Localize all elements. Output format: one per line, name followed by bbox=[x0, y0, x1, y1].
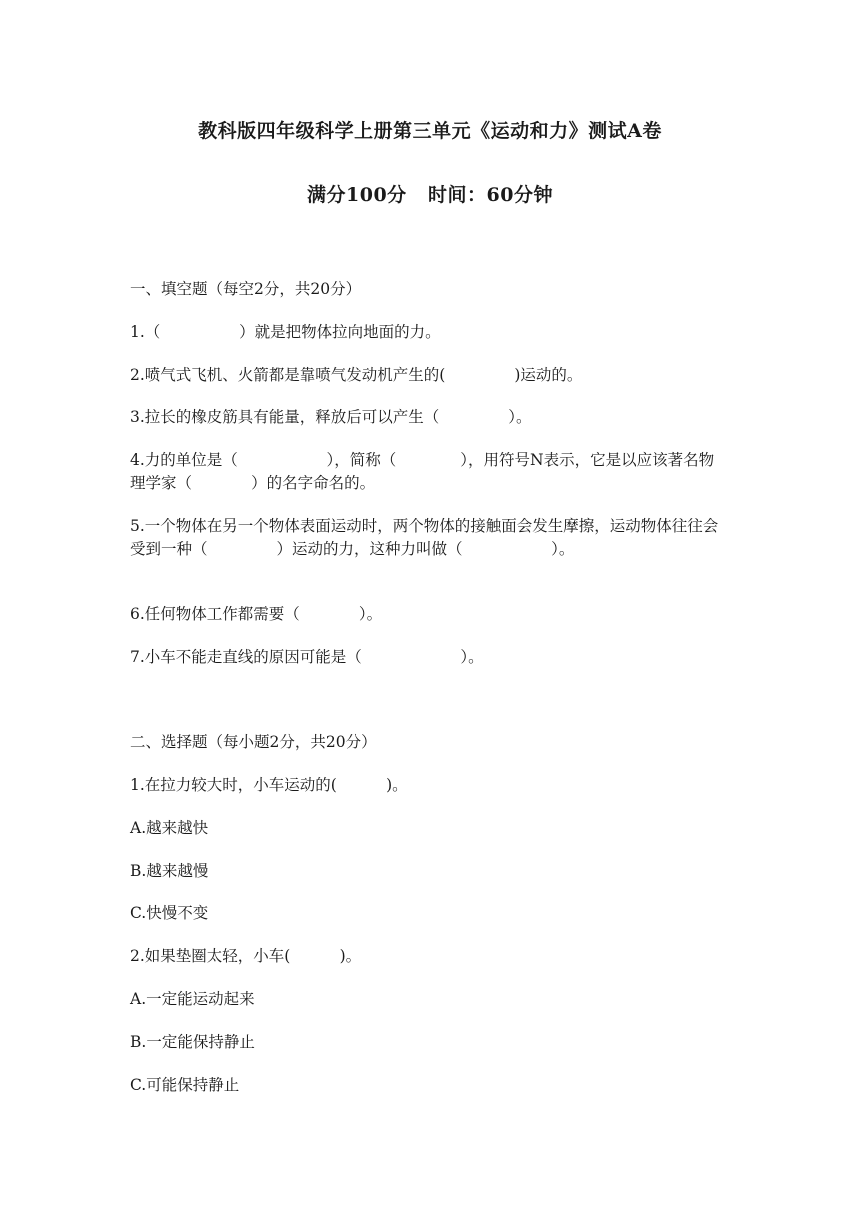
fill-question-5: 5.一个物体在另一个物体表面运动时，两个物体的接触面会发生摩擦，运动物体往往会受到一种（ ）运动的力，这种力叫做（ ）。 bbox=[130, 517, 719, 558]
exam-subtitle: 满分100分 时间：60分钟 bbox=[307, 184, 553, 206]
section-heading-fill-blank: 一、填空题（每空2分，共20分） bbox=[130, 280, 362, 298]
fill-question-2: 2.喷气式飞机、火箭都是靠喷气发动机产生的( )运动的。 bbox=[130, 366, 583, 384]
fill-question-7: 7.小车不能走直线的原因可能是（ ）。 bbox=[130, 648, 484, 666]
choice-q2-option-a: A.一定能运动起来 bbox=[130, 990, 255, 1008]
choice-q2-option-b: B.一定能保持静止 bbox=[130, 1033, 255, 1051]
fill-question-3: 3.拉长的橡皮筋具有能量，释放后可以产生（ ）。 bbox=[130, 408, 532, 426]
exam-title: 教科版四年级科学上册第三单元《运动和力》测试A卷 bbox=[198, 120, 662, 142]
choice-q1-option-a: A.越来越快 bbox=[130, 819, 209, 837]
choice-question-1: 1.在拉力较大时，小车运动的( )。 bbox=[130, 776, 408, 794]
choice-q2-option-c: C.可能保持静止 bbox=[130, 1076, 240, 1094]
fill-question-4: 4.力的单位是（ ），简称（ ），用符号N表示，它是以应该著名物理学家（ ）的名字命名的。 bbox=[130, 451, 715, 492]
fill-question-1: 1.（ ）就是把物体拉向地面的力。 bbox=[130, 323, 441, 341]
choice-q1-option-c: C.快慢不变 bbox=[130, 904, 209, 922]
choice-question-2: 2.如果垫圈太轻，小车( )。 bbox=[130, 947, 362, 965]
fill-question-6: 6.任何物体工作都需要（ ）。 bbox=[130, 605, 383, 623]
choice-q1-option-b: B.越来越慢 bbox=[130, 862, 209, 880]
section-heading-choice: 二、选择题（每小题2分，共20分） bbox=[130, 733, 377, 751]
